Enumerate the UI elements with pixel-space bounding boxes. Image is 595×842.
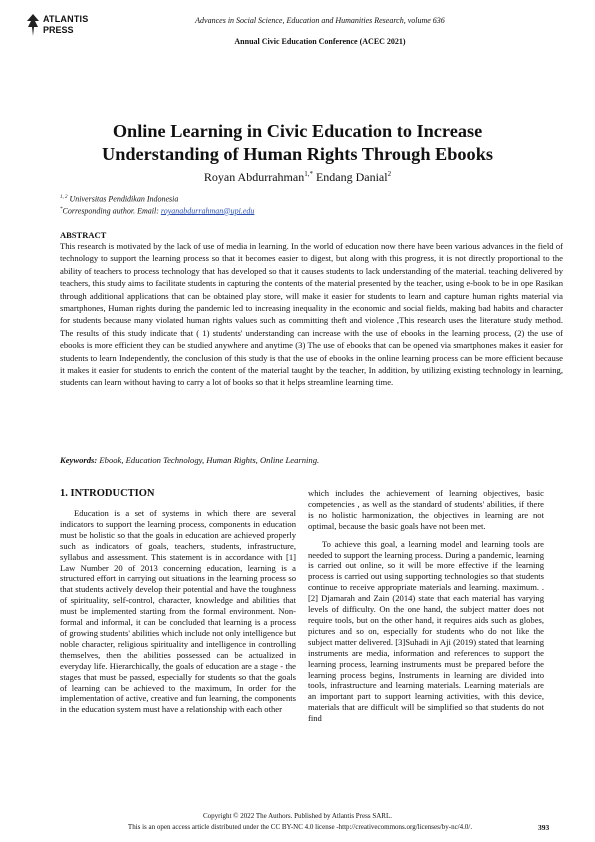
publisher-logo-icon bbox=[26, 14, 40, 36]
body-column-left bbox=[60, 508, 296, 722]
body-column-right bbox=[308, 488, 544, 731]
affiliation-text: Universitas Pendidikan Indonesia bbox=[69, 194, 179, 204]
paragraph: which includes the achievement of learning objectives, basic competencies , as well as the standard of students' abilities, if there is no holistic harmonization, the objectives in learning are not optimal, because the basic goals have not been met. bbox=[308, 488, 544, 531]
affiliation-line bbox=[60, 193, 254, 205]
copyright-notice: Copyright © 2022 The Authors. Published by Atlantis Press SARL. bbox=[203, 812, 392, 820]
paper-title bbox=[40, 120, 555, 166]
corresponding-line bbox=[60, 205, 254, 217]
abstract-text: This research is motivated by the lack of use of media in learning. In the world of education now there have been various advances in the field of technology to support the learning process so that it becomes easier to digest, but along with this progress, it is not directly proportional to the ability of teachers to process technology that has developed so that it causes students to lack understanding of the material. teaching delivered by teachers, this study aims to facilitate students in capturing the contents of the material presented by the teacher, using e-book to be in ope Rasikan through additional applications that can be obtained play store, will make it easier for students to learn and capture human rights material via smartphones, Human rights during the pandemic led to increasing inequality in the economic and social fields, making bad habits and character for students because many violated human rights values such as committing theft and violence ,This research uses the literature study method. The results of this study indicate that ( 1) students' understanding can increase with the use of ebooks in the learning process, (2) the use of ebooks is more efficient they can be studied anywhere and anytime (3) The use of ebooks that can be opened via smartphones makes it easier for students to learn Independently, the conclusion of this study is that the use of ebooks in the online learning process can be more efficient because it makes it easier for students to enrich the content of the material taught by the teacher, In addition, by utilizing existing technology in learning, students can learn without having to carry a lot of books so that it helps streamline learning time. bbox=[60, 241, 563, 388]
logo-text-line2: PRESS bbox=[43, 25, 74, 35]
keywords-label: Keywords: bbox=[60, 455, 98, 465]
paper-title-line1: Online Learning in Civic Education to Increase bbox=[112, 121, 483, 141]
abstract-heading: ABSTRACT bbox=[60, 230, 107, 240]
author-list bbox=[40, 170, 555, 185]
email-link[interactable]: royanabdurrahman@upi.edu bbox=[160, 206, 255, 216]
affiliations bbox=[60, 193, 254, 216]
atlantis-press-logo bbox=[26, 12, 96, 42]
section-heading: 1. INTRODUCTION bbox=[60, 488, 155, 499]
conference-name: Annual Civic Education Conference (ACEC 2021) bbox=[234, 37, 406, 46]
license-notice: This is an open access article distributed under the CC BY-NC 4.0 license -http://creativecommons.org/licenses/by-nc/4.0/. bbox=[127, 823, 473, 831]
paragraph: Education is a set of systems in which there are several indicators to support the learning process, components in education must be holistic so that the goals in education are achieved properly such as indicators of goals, teachers, students, infrastructure, syllabus and assessment. This statement is in accordance with [1] Law Number 20 of 2013 concerning education, learning is a structured effort in carrying out situations in the learning process so that students actively develop their potential and have the toughness of spirituality, self-control, character, knowledge and abilities that must be implemented starting from the formal environment. Non-formal and informal, it can be concluded that learning is a process of growing students' abilities which include not only intelligence but noble character, religious spirituality and intelligence in controlling themselves, then the abilities possessed can be actualized in everyday life. Hierarchically, the goals of education are a stage - the stages that must be passed, especially for students so that the goals of learning can be achieved to the maximum, In order for the implementation of active, creative and fun learning, the components in the education system must have a relationship with each other bbox=[60, 508, 296, 715]
paragraph: To achieve this goal, a learning model and learning tools are needed to support the learning process. During a pandemic, learning is carried out online, so it will be more effective if the learning process is carried out using supporting technologies so that students continue to receive appropriate materials and learning. maximum. . [2] Djamarah and Zain (2014) state that each material has varying levels of difficulty. On the one hand, the subject matter does not require tools, but on the other hand, it requires aids such as globes, pictures and so on, especially for students who do not like the subject matter delivered. [3]Suhadi in Aji (2019) stated that learning instruments are media, information and references to support the learning process, learning instruments must be prepared before the learning process begins, Instruments in learning are divided into tools, infrastructure and learning materials. Learning materials are an important part to support learning activities, with this device, materials that are difficult will be simplified so that students do not find bbox=[308, 538, 544, 724]
keywords bbox=[60, 455, 319, 465]
logo-text-line1: ATLANTIS bbox=[43, 14, 89, 24]
journal-series: Advances in Social Science, Education and Humanities Research, volume 636 bbox=[195, 16, 445, 25]
author-1: Royan Abdurrahman bbox=[203, 170, 305, 184]
author-2: Endang Danial bbox=[315, 170, 388, 184]
page-number: 393 bbox=[538, 823, 550, 832]
paper-title-line2: Understanding of Human Rights Through Ebooks bbox=[102, 144, 493, 164]
corresponding-marker: * bbox=[60, 206, 63, 212]
keywords-text: Ebook, Education Technology, Human Rights, Online Learning. bbox=[99, 455, 320, 465]
author-1-marker: 1,* bbox=[304, 170, 313, 178]
corresponding-label: Corresponding author. Email: bbox=[62, 206, 159, 216]
affiliation-marker: 1, 2 bbox=[60, 195, 68, 200]
author-2-marker: 2 bbox=[387, 170, 392, 178]
